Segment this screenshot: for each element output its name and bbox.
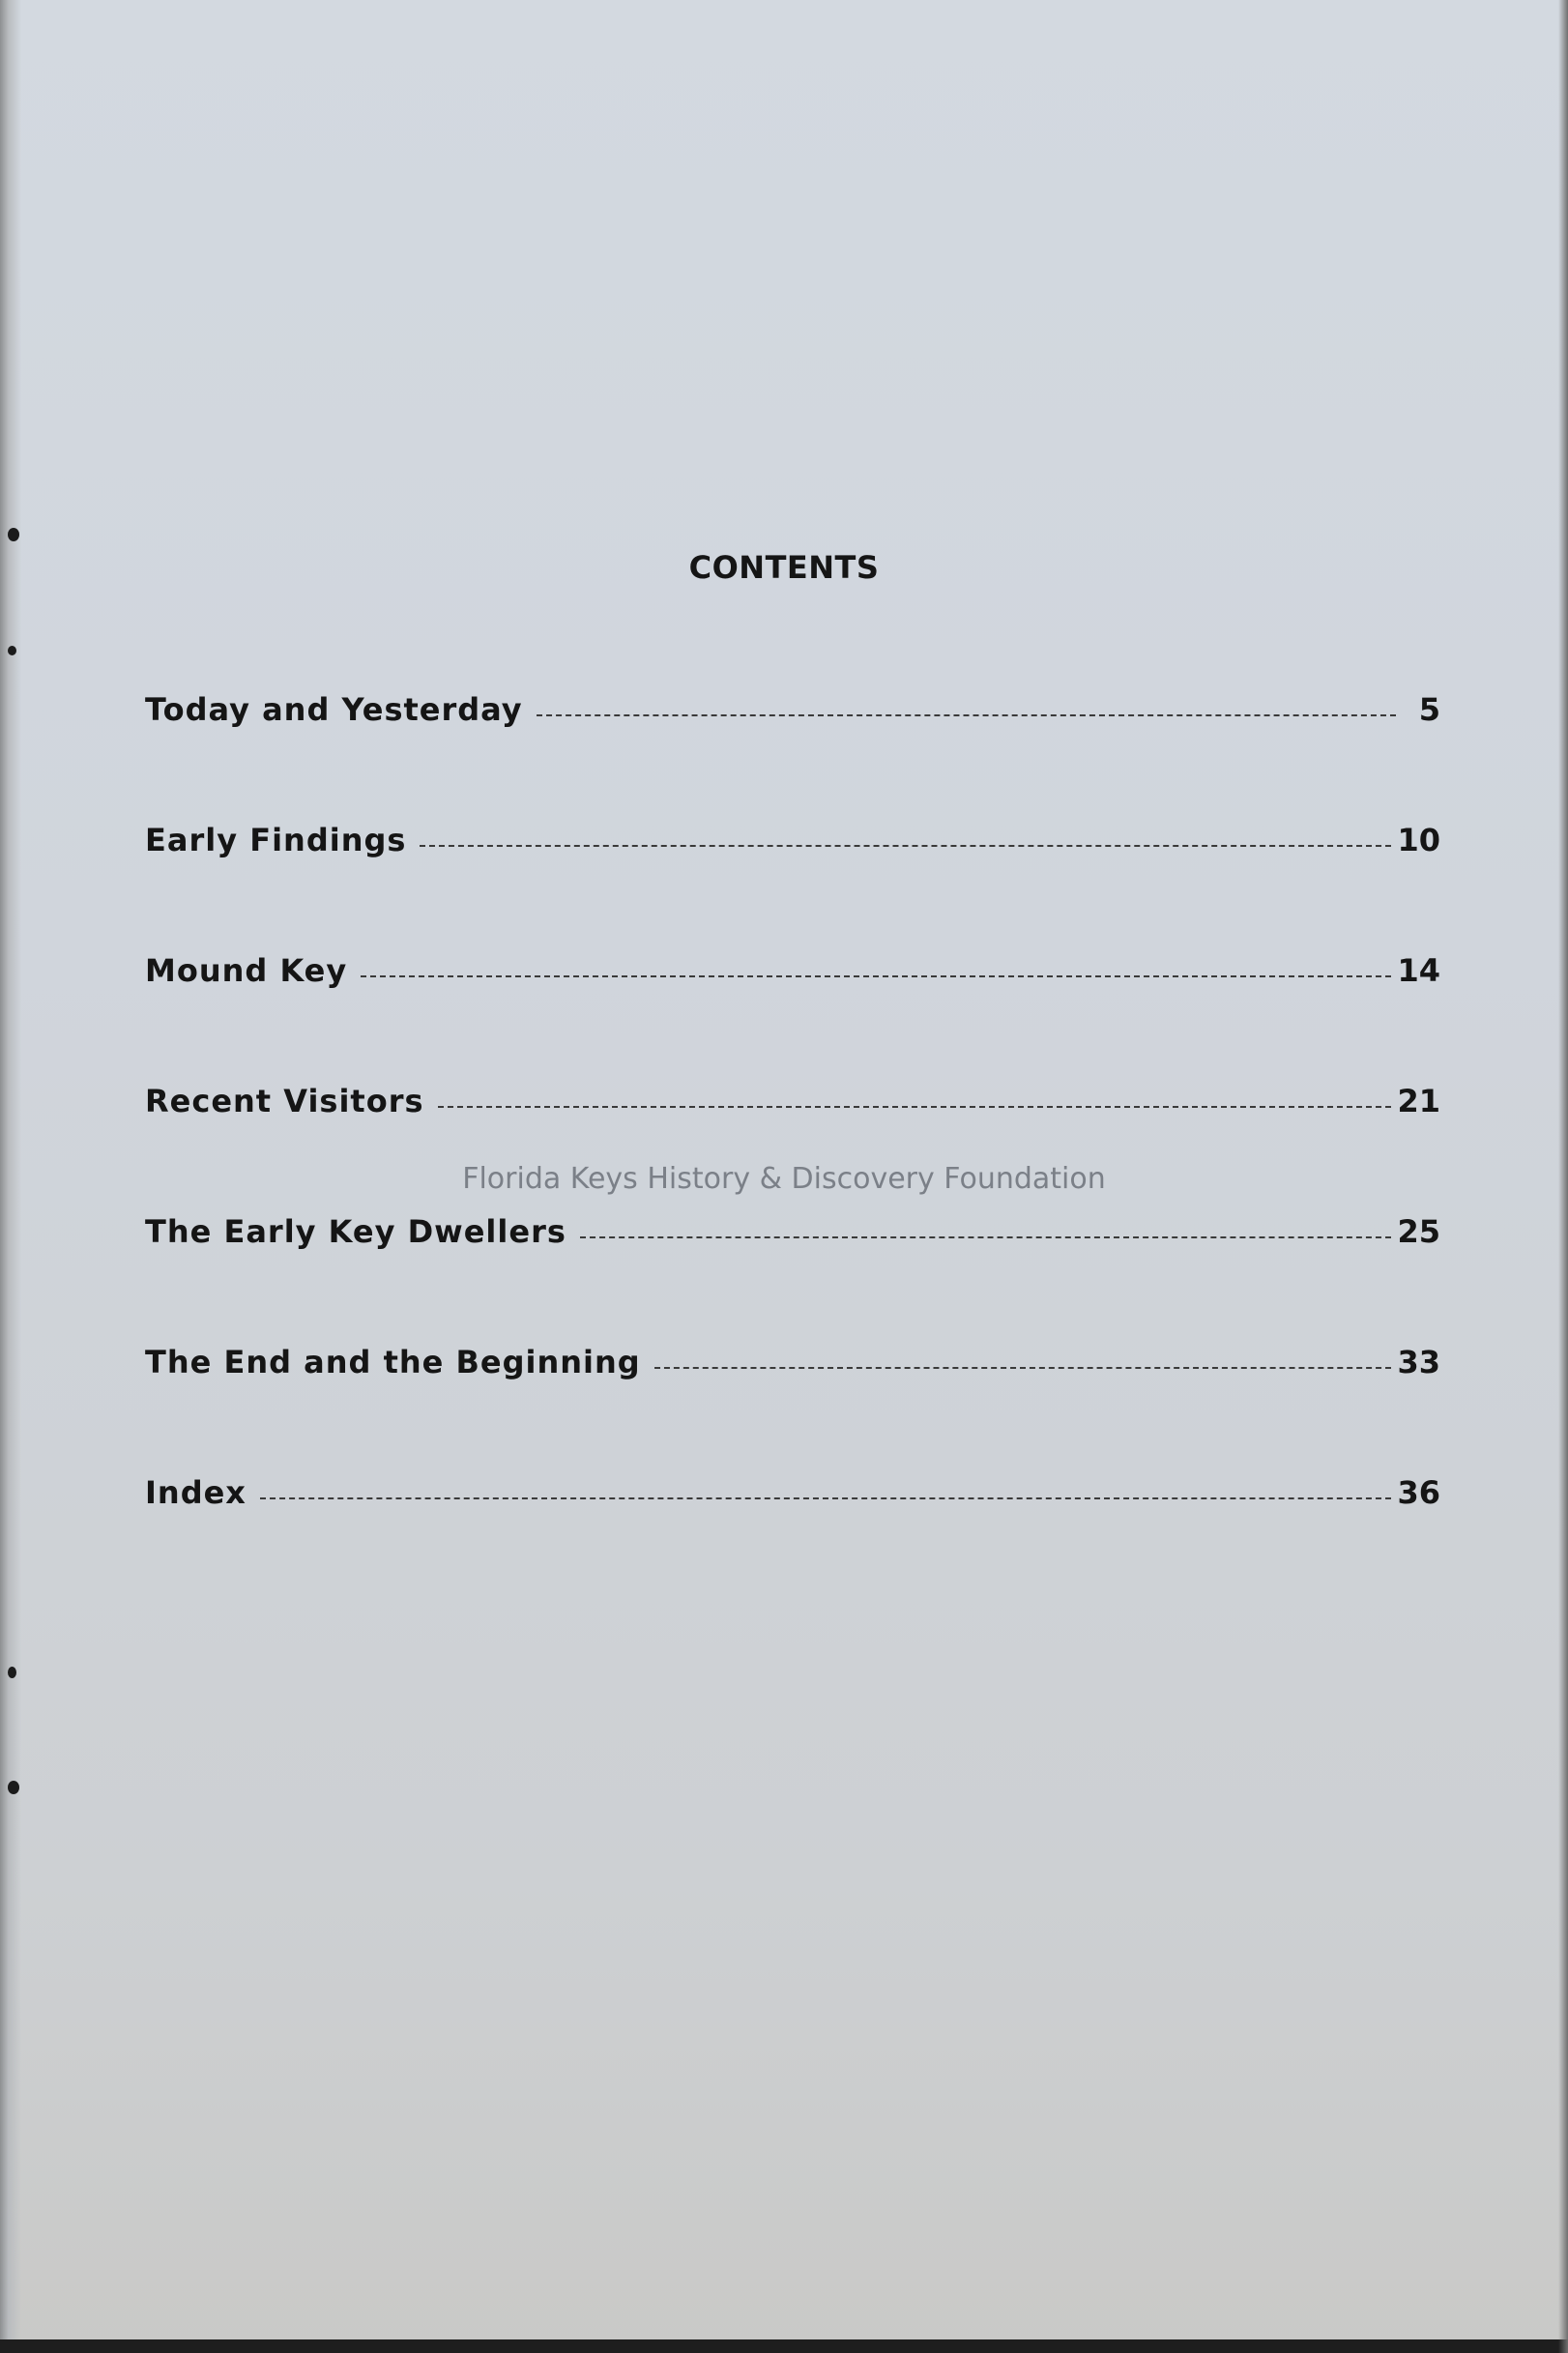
toc-entry-page: 14 (1397, 952, 1440, 989)
binding-hole (8, 1667, 16, 1678)
contents-heading: CONTENTS (688, 549, 880, 586)
dotted-leader (654, 1367, 1392, 1369)
binding-hole (8, 646, 16, 655)
toc-entry (145, 810, 1440, 858)
toc-entry (145, 1463, 1440, 1511)
toc-entry-page: 33 (1397, 1344, 1440, 1380)
dotted-leader (361, 975, 1391, 977)
watermark-text: Florida Keys History & Discovery Foundation (462, 1162, 1106, 1196)
dotted-leader (260, 1497, 1392, 1499)
toc-entry-title: The End and the Beginning (145, 1344, 641, 1380)
binding-hole (8, 1781, 19, 1794)
toc-entry-title: Today and Yesterday (145, 691, 523, 728)
toc-entry-title: Mound Key (145, 952, 348, 989)
toc-entry-title: The Early Key Dwellers (145, 1213, 566, 1250)
toc-entry-title: Index (145, 1474, 247, 1511)
toc-entry (145, 1071, 1440, 1119)
toc-entry (145, 1202, 1440, 1250)
page-bottom-edge (0, 2339, 1568, 2353)
dotted-leader (580, 1236, 1392, 1238)
dotted-leader (537, 714, 1396, 716)
dotted-leader (438, 1106, 1392, 1108)
binding-hole (8, 528, 19, 541)
toc-entry-page: 10 (1397, 822, 1440, 858)
toc-entry-page: 25 (1397, 1213, 1440, 1250)
toc-entry-page: 21 (1397, 1083, 1440, 1119)
toc-entry-page: 5 (1418, 691, 1440, 728)
toc-entry-title: Recent Visitors (145, 1083, 424, 1119)
toc-entry-title: Early Findings (145, 822, 407, 858)
toc-entry (145, 680, 1440, 728)
toc-entry (145, 941, 1440, 989)
toc-entry-page: 36 (1397, 1474, 1440, 1511)
toc-entry (145, 1332, 1440, 1380)
dotted-leader (420, 845, 1391, 847)
